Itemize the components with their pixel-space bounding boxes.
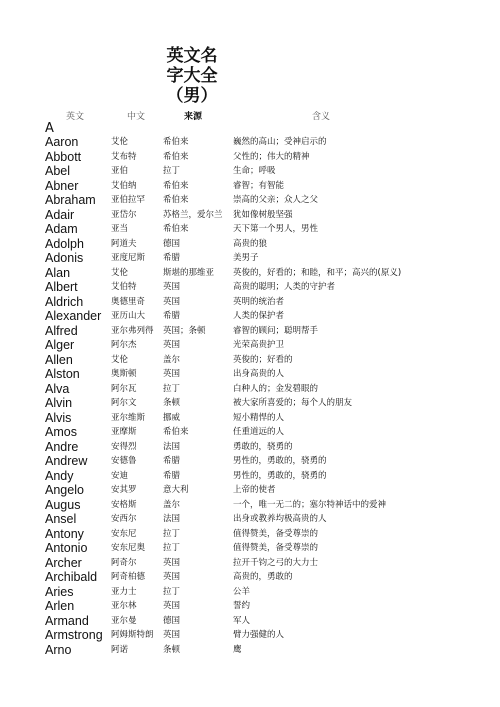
name-english: Archibald	[45, 570, 98, 584]
table-row	[0, 527, 500, 542]
name-meaning: 高贵的聪明；人类的守护者	[233, 282, 336, 292]
name-chinese: 亚尔林	[111, 601, 137, 611]
name-source: 条顿	[163, 398, 181, 408]
name-source: 希腊	[163, 470, 181, 481]
name-english: Aaron	[45, 135, 79, 149]
name-source: 拉丁	[163, 586, 181, 597]
table-row	[0, 570, 500, 585]
table-row	[0, 367, 500, 382]
name-chinese: 奥德里奇	[111, 296, 146, 307]
name-meaning: 睿智的顾问；聪明帮手	[233, 325, 319, 336]
name-source: 拉丁	[163, 383, 181, 394]
name-meaning: 出身高贵的人	[233, 369, 285, 379]
table-row	[0, 498, 500, 513]
name-meaning: 高贵的，勇敢的	[233, 572, 293, 582]
name-english: Andrew	[45, 454, 88, 468]
table-row	[0, 425, 500, 440]
table-row	[0, 295, 500, 310]
name-english: Adair	[45, 207, 75, 222]
name-source: 盖尔	[163, 354, 181, 365]
table-row	[0, 469, 500, 484]
header-english: 英文	[66, 112, 85, 122]
name-source: 拉丁	[163, 528, 181, 539]
table-row	[0, 150, 500, 165]
name-chinese: 亚尔曼	[111, 615, 137, 626]
name-meaning: 男性的，勇敢的，骁勇的	[233, 456, 327, 466]
table-row	[0, 628, 500, 643]
name-english: Albert	[45, 280, 78, 294]
name-source: 希伯来	[163, 180, 189, 191]
title-line-1: 英文名	[166, 46, 218, 66]
name-chinese: 艾伦	[111, 267, 129, 278]
name-source: 德国	[163, 615, 181, 626]
name-chinese: 阿奇尔	[111, 557, 137, 568]
name-meaning: 短小精悍的人	[233, 412, 285, 423]
table-row	[0, 411, 500, 426]
name-source: 拉丁	[163, 166, 181, 176]
name-english: Antony	[45, 526, 84, 541]
name-chinese: 阿奇柏德	[111, 572, 146, 582]
name-chinese: 奥斯顿	[111, 369, 137, 379]
name-source: 希腊	[163, 456, 181, 466]
name-english: Andy	[45, 468, 74, 483]
name-english: Antonio	[45, 541, 88, 555]
name-english: Abel	[45, 164, 71, 178]
name-chinese: 安格斯	[111, 499, 137, 510]
name-meaning: 上帝的使者	[233, 485, 276, 495]
name-source: 拉丁	[163, 543, 181, 553]
name-meaning: 任重道远的人	[233, 427, 285, 437]
table-row	[0, 193, 500, 208]
name-chinese: 亚力士	[111, 586, 137, 597]
name-english: Adonis	[45, 251, 84, 265]
name-english: Aries	[45, 584, 74, 599]
name-meaning: 鹰	[233, 644, 242, 655]
name-chinese: 亚尔维斯	[111, 412, 146, 423]
name-meaning: 勇敢的，骁勇的	[233, 441, 293, 452]
name-english: Angelo	[45, 483, 84, 497]
name-chinese: 阿道夫	[111, 238, 137, 249]
table-row	[0, 483, 500, 498]
table-row	[0, 179, 500, 194]
name-meaning: 英俊的；好看的	[233, 354, 293, 365]
name-english: Alston	[45, 367, 80, 381]
header-meaning: 含义	[312, 112, 331, 122]
name-meaning: 睿智；有智能	[233, 180, 285, 191]
name-meaning: 一个，唯一无二的；塞尔特神话中的爱神	[233, 499, 387, 510]
name-source: 英国	[163, 630, 181, 640]
name-meaning: 公羊	[233, 586, 251, 597]
name-english: Ansel	[45, 512, 77, 526]
table-row	[0, 512, 500, 527]
table-row	[0, 309, 500, 324]
name-source: 希伯来	[163, 224, 189, 234]
name-source: 希伯来	[163, 427, 189, 437]
name-meaning: 崇高的父亲；众人之父	[233, 195, 319, 205]
name-source: 英国	[163, 282, 181, 292]
name-english: Armand	[45, 613, 89, 628]
name-english: Alvis	[45, 410, 72, 425]
title-line-2: 字大全	[166, 66, 218, 86]
name-chinese: 安东尼	[111, 528, 137, 539]
name-meaning: 出身或教养均极高贵的人	[233, 514, 327, 524]
name-meaning: 生命；呼吸	[233, 166, 276, 176]
name-meaning: 男性的，勇敢的，骁勇的	[233, 470, 327, 481]
name-chinese: 安其罗	[111, 485, 137, 495]
name-source: 英国；条顿	[163, 325, 206, 336]
name-chinese: 阿诺	[111, 644, 129, 655]
name-meaning: 巍然的高山；受神启示的	[233, 137, 327, 147]
name-chinese: 阿尔瓦	[111, 383, 137, 394]
name-meaning: 臂力强健的人	[233, 630, 285, 640]
name-chinese: 艾伦	[111, 354, 129, 365]
name-chinese: 亚度尼斯	[111, 253, 146, 263]
table-row	[0, 251, 500, 266]
name-english: Allen	[45, 352, 73, 367]
name-chinese: 安得烈	[111, 441, 137, 452]
name-english: Arlen	[45, 599, 75, 613]
name-meaning: 拉开千钧之弓的大力士	[233, 557, 319, 568]
name-source: 斯堪的那维亚	[163, 267, 215, 278]
name-chinese: 亚历山大	[111, 311, 146, 321]
name-english: Adam	[45, 222, 78, 236]
name-english: Abner	[45, 178, 79, 193]
table-row	[0, 164, 500, 179]
name-english: Amos	[45, 425, 77, 439]
table-row	[0, 280, 500, 295]
name-source: 英国	[163, 296, 181, 307]
table-row	[0, 454, 500, 469]
name-source: 挪威	[163, 412, 181, 423]
name-source: 希伯来	[163, 137, 189, 147]
name-chinese: 阿尔杰	[111, 340, 137, 350]
name-chinese: 亚伯拉罕	[111, 195, 146, 205]
section-letter: A	[45, 121, 54, 136]
table-row	[0, 237, 500, 252]
name-english: Archer	[45, 555, 82, 570]
name-meaning: 人类的保护者	[233, 311, 285, 321]
name-chinese: 亚当	[111, 224, 129, 234]
table-row	[0, 208, 500, 223]
header-chinese: 中文	[127, 112, 146, 122]
header-source: 来源	[184, 112, 203, 122]
table-row	[0, 585, 500, 600]
table-row	[0, 396, 500, 411]
name-english: Arno	[45, 642, 72, 657]
name-source: 条顿	[163, 644, 181, 655]
name-chinese: 阿尔文	[111, 398, 137, 408]
name-chinese: 安西尔	[111, 514, 137, 524]
name-source: 意大利	[163, 485, 189, 495]
name-source: 苏格兰，爱尔兰	[163, 209, 223, 220]
table-row	[0, 338, 500, 353]
table-row	[0, 614, 500, 629]
name-source: 法国	[163, 441, 181, 452]
name-source: 英国	[163, 601, 181, 611]
name-source: 德国	[163, 238, 181, 249]
name-chinese: 艾伯纳	[111, 180, 137, 191]
table-row	[0, 643, 500, 658]
name-chinese: 艾布特	[111, 151, 137, 162]
name-meaning: 白种人的；金发碧眼的	[233, 383, 319, 394]
name-source: 英国	[163, 369, 181, 379]
table-row	[0, 135, 500, 150]
table-row	[0, 599, 500, 614]
name-source: 希腊	[163, 311, 181, 321]
name-source: 法国	[163, 514, 181, 524]
name-english: Alvin	[45, 396, 73, 410]
table-row	[0, 324, 500, 339]
name-source: 英国	[163, 557, 181, 568]
name-chinese: 亚摩斯	[111, 427, 137, 437]
name-chinese: 阿姆斯特朗	[111, 630, 154, 640]
table-row	[0, 222, 500, 237]
name-english: Alexander	[45, 309, 102, 323]
name-chinese: 艾伯特	[111, 282, 137, 292]
name-meaning: 英俊的，好看的；和睦，和平；高兴的(原义)	[233, 267, 402, 278]
title-line-3: （男）	[166, 86, 218, 106]
name-meaning: 被大家所喜爱的；每个人的朋友	[233, 398, 353, 408]
name-source: 希伯来	[163, 195, 189, 205]
name-english: Armstrong	[45, 628, 103, 642]
table-row	[0, 556, 500, 571]
name-chinese: 亚岱尔	[111, 209, 137, 220]
name-english: Abbott	[45, 149, 82, 164]
name-meaning: 军人	[233, 615, 251, 626]
name-english: Andre	[45, 439, 79, 454]
name-meaning: 值得赞美，备受尊崇的	[233, 543, 319, 553]
table-row	[0, 382, 500, 397]
table-row	[0, 440, 500, 455]
name-chinese: 艾伦	[111, 137, 129, 147]
name-meaning: 英明的统治者	[233, 296, 285, 307]
table-row	[0, 541, 500, 556]
table-row	[0, 266, 500, 281]
name-chinese: 安德鲁	[111, 456, 137, 466]
name-english: Alan	[45, 265, 71, 280]
name-source: 盖尔	[163, 499, 181, 510]
name-source: 希伯来	[163, 151, 189, 162]
name-meaning: 美男子	[233, 253, 259, 263]
name-meaning: 父性的；伟大的精神	[233, 151, 310, 162]
name-source: 英国	[163, 572, 181, 582]
name-english: Abraham	[45, 193, 96, 207]
document-title	[160, 46, 224, 106]
name-meaning: 值得赞美，备受尊崇的	[233, 528, 319, 539]
name-english: Adolph	[45, 236, 84, 251]
names-table	[0, 135, 500, 657]
name-english: Aldrich	[45, 294, 84, 309]
name-source: 希腊	[163, 253, 181, 263]
name-chinese: 亚伯	[111, 166, 129, 176]
name-english: Alger	[45, 338, 75, 352]
name-meaning: 高贵的狼	[233, 238, 268, 249]
name-english: Augus	[45, 497, 81, 512]
name-chinese: 安迪	[111, 470, 129, 481]
name-english: Alva	[45, 381, 70, 396]
name-meaning: 天下第一个男人，男性	[233, 224, 319, 234]
table-row	[0, 353, 500, 368]
name-chinese: 安东尼奥	[111, 543, 146, 553]
name-source: 英国	[163, 340, 181, 350]
name-meaning: 誓约	[233, 601, 251, 611]
name-english: Alfred	[45, 323, 78, 338]
name-meaning: 犹如像树般坚强	[233, 209, 293, 220]
name-chinese: 亚尔弗列得	[111, 325, 154, 336]
name-meaning: 光荣高贵护卫	[233, 340, 285, 350]
